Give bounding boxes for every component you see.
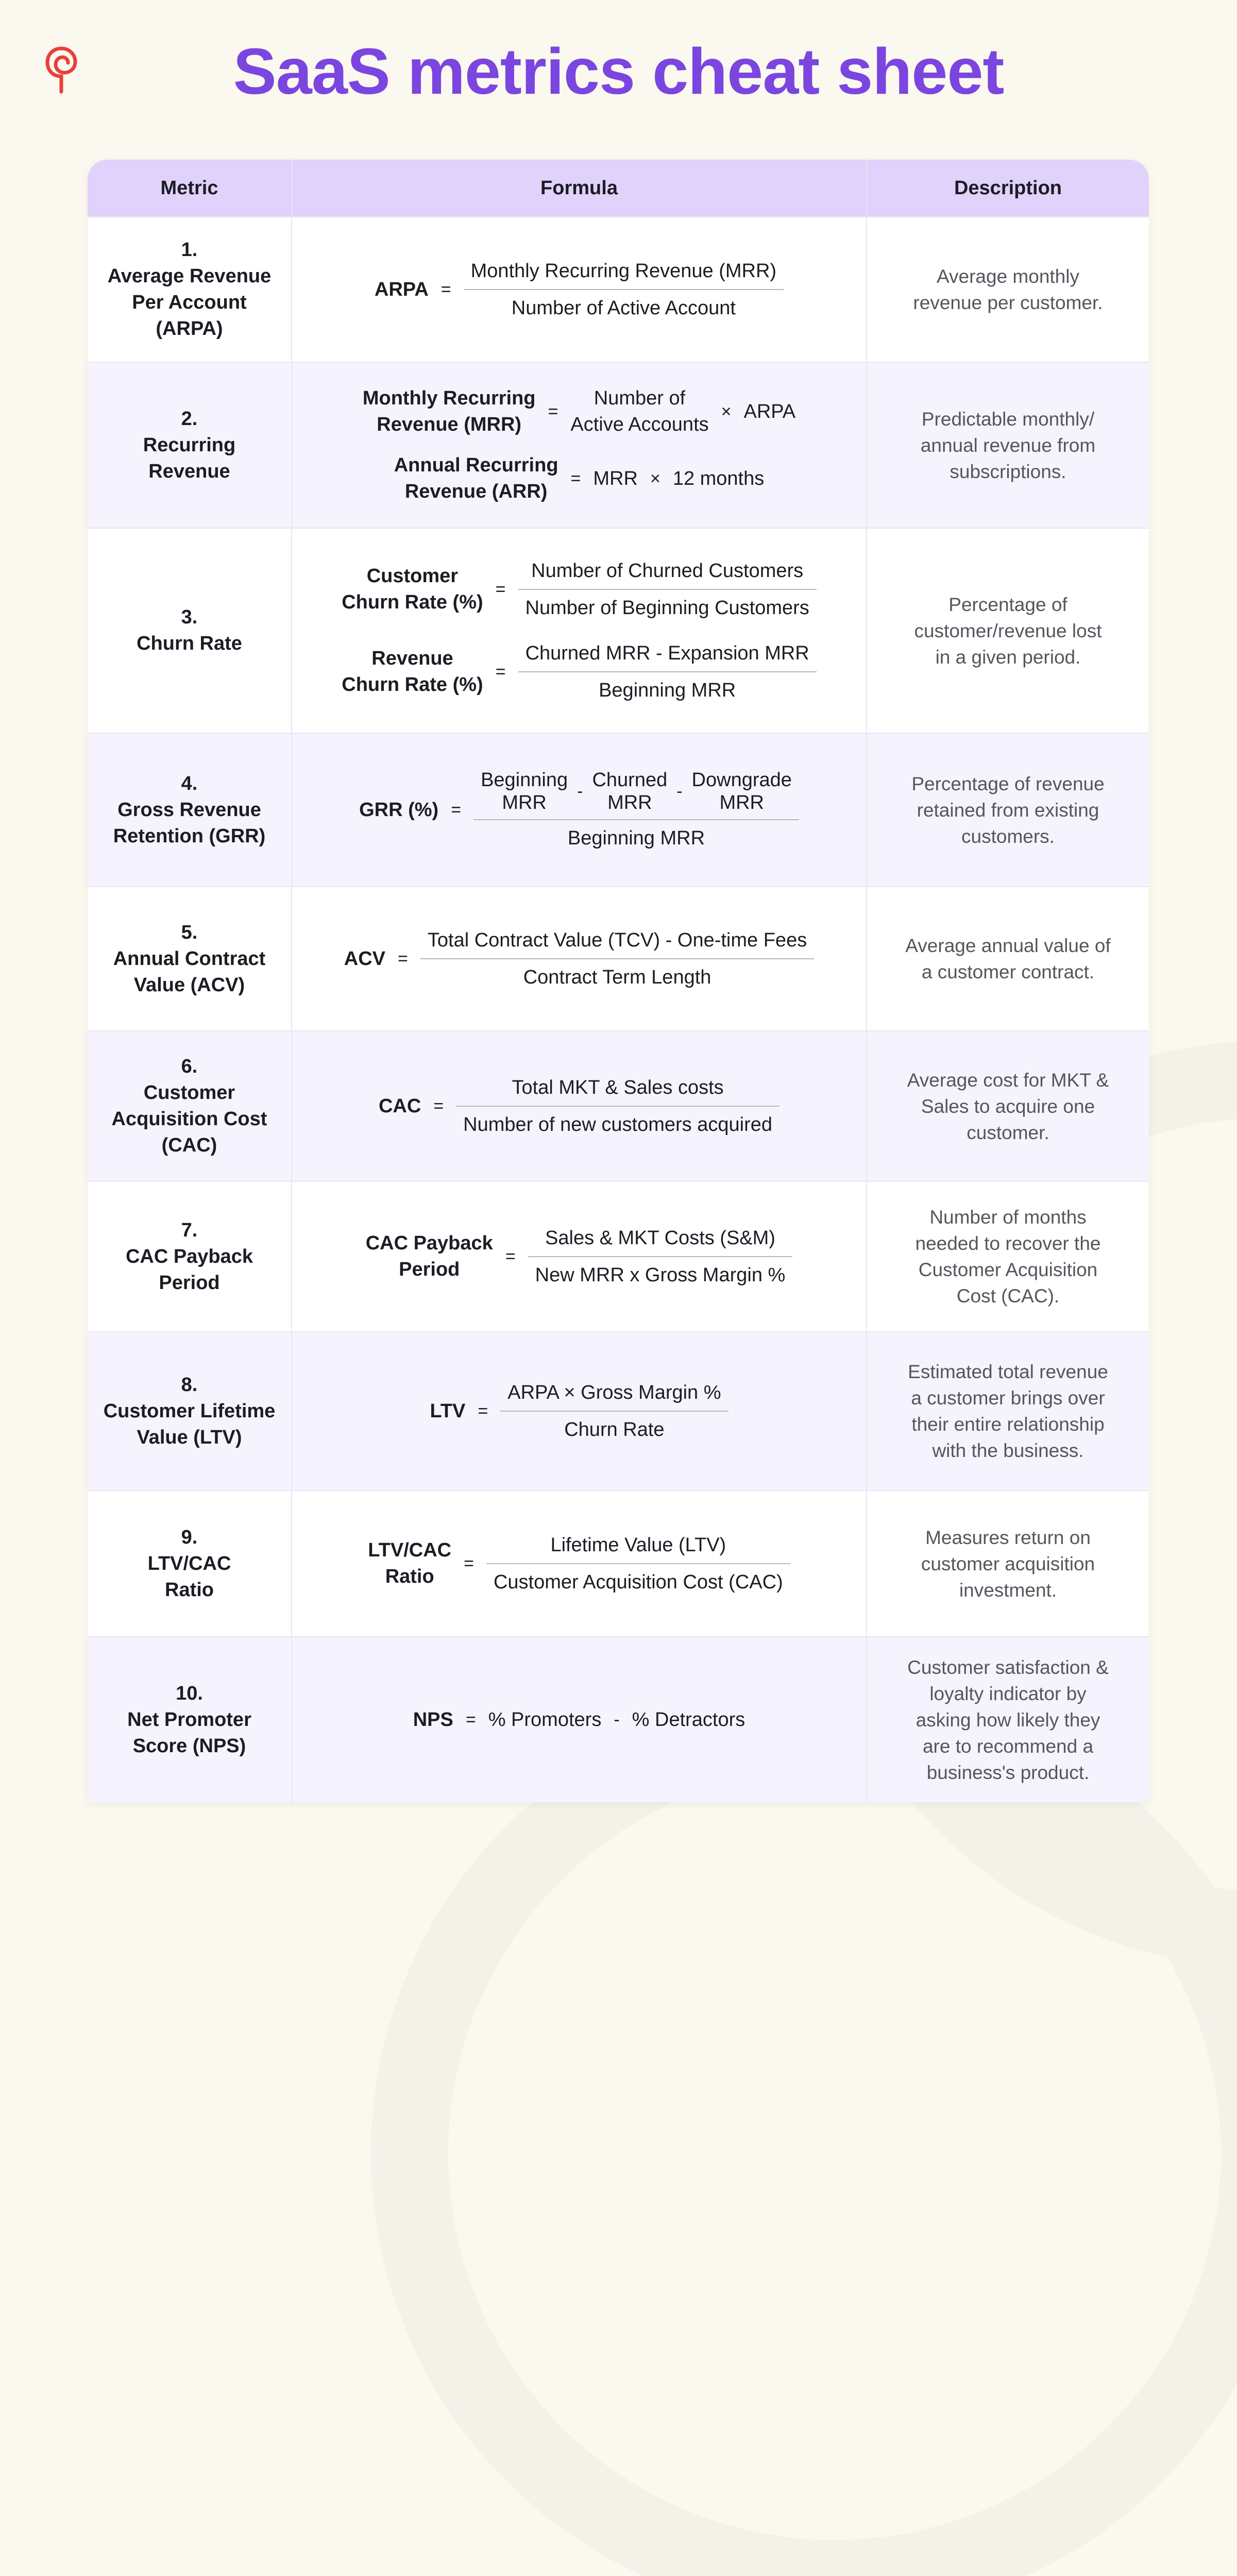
header-formula: Formula [292,160,867,216]
table-row [88,1332,1149,1491]
metric-description: Estimated total revenue a customer brings over their entire relationship with the business. [908,1361,1108,1461]
metric-name: 7. CAC Payback Period [88,1182,292,1331]
metric-name: 6. Customer Acquisition Cost (CAC) [88,1031,292,1181]
formula: Customer Churn Rate (%) = $\frac{\text{Number of Churned Customers}}{\text{Number of Beginning Customers}}$ Revenue Churn Rate (%) = $\frac{\text{Churned MRR - Expansion MRR}}{\text{Beginning MRR}}$ [292,529,867,733]
metric-description: Customer satisfaction & loyalty indicator by asking how likely they are to recommend a business's product. [907,1656,1109,1783]
formula: Monthly Recurring Revenue (MRR) = Number of Active Accounts × ARPA Annual Recurring Revenue (ARR) = MRR × 12 months [292,363,867,528]
table-header [88,160,1149,217]
formula: CAC = $\frac{\text{Total MKT \& Sales costs}}{\text{Number of new customers acquired}}$ [292,1031,867,1181]
formula: CAC Payback Period = $\frac{\text{Sales \& MKT Costs (S\&M)}}{\text{New MRR x Gross Margin \%}}$ [292,1182,867,1331]
table-row [88,363,1149,529]
table-row [88,1491,1149,1637]
metric-name: 3. Churn Rate [88,529,292,733]
header-description: Description [954,177,1062,199]
metric-name: 2. Recurring Revenue [88,363,292,528]
metric-name: 4. Gross Revenue Retention (GRR) [88,734,292,886]
table-row [88,1031,1149,1182]
metric-name: 8. Customer Lifetime Value (LTV) [88,1332,292,1490]
table-row [88,734,1149,887]
metric-name: 9. LTV/CAC Ratio [88,1491,292,1636]
formula: GRR (%) = Beginning MRR - Churned MRR - Downgrade MRR Beginning MRR [292,734,867,886]
formula: NPS = % Promoters - % Detractors [292,1637,867,1802]
metric-description: Average monthly revenue per customer. [913,266,1103,313]
table-row [88,529,1149,734]
formula: ACV = $\frac{\text{Total Contract Value (TCV) - One-time Fees}}{\text{Contract Term Length}}$ [292,887,867,1030]
formula: LTV/CAC Ratio = $\frac{\text{Lifetime Value (LTV)}}{\text{Customer Acquisition Cost (CAC)}}$ [292,1491,867,1636]
background-arc [371,1690,1237,2576]
metric-name: 10. Net Promoter Score (NPS) [88,1637,292,1802]
formula: LTV = $\frac{\text{ARPA × Gross Margin \%}}{\text{Churn Rate}}$ [292,1332,867,1490]
metric-description: Measures return on customer acquisition investment. [921,1527,1095,1601]
metric-description: Percentage of customer/revenue lost in a given period. [914,594,1102,668]
metric-description: Average annual value of a customer contract. [905,935,1111,982]
table-row [88,1182,1149,1332]
table-row [88,217,1149,363]
formula: ARPA = $\frac{\text{Monthly Recurring Revenue (MRR)}}{\text{Number of Active Account}}$ [292,217,867,362]
metrics-table [88,160,1149,1802]
metric-description: Percentage of revenue retained from existing customers. [911,773,1105,847]
metric-description: Number of months needed to recover the Customer Acquisition Cost (CAC). [915,1207,1101,1307]
table-row [88,1637,1149,1802]
page-title: SaaS metrics cheat sheet [233,35,1004,108]
metric-name: 5. Annual Contract Value (ACV) [88,887,292,1030]
table-row [88,887,1149,1031]
header-metric: Metric [88,160,292,216]
metric-description: Average cost for MKT & Sales to acquire one customer. [907,1069,1109,1143]
metric-description: Predictable monthly/ annual revenue from subscriptions. [920,408,1096,482]
metric-name: 1. Average Revenue Per Account (ARPA) [88,217,292,362]
